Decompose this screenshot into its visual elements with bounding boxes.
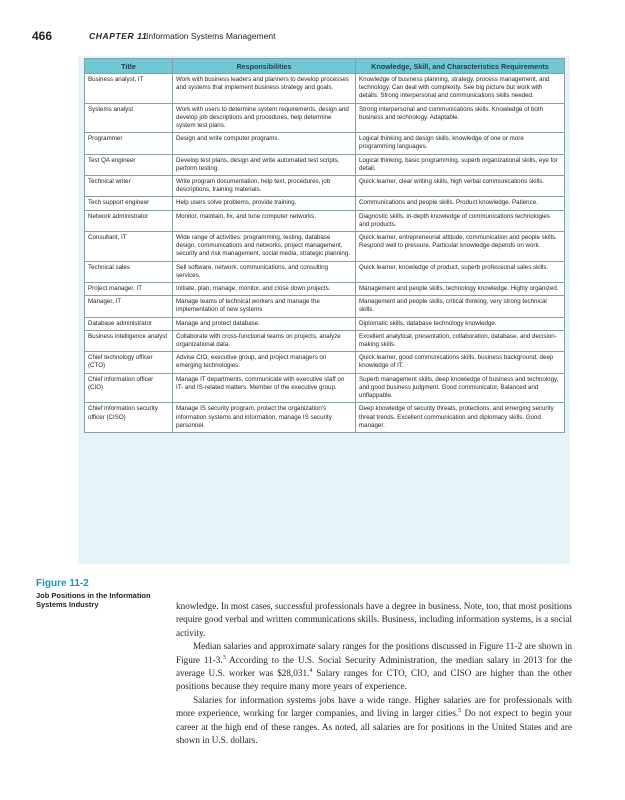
table-row <box>85 154 565 175</box>
table-row <box>85 373 565 403</box>
job-title-cell: Business intelligence analyst <box>85 330 173 351</box>
table-row <box>85 210 565 231</box>
paragraph-3-text-b: Do not expect to begin your career at the high end of these ranges. As noted, all salaries are for positions in the United States and are shown in U.S. dollars. <box>176 708 572 746</box>
footnote-ref-5[interactable]: 5 <box>458 708 462 715</box>
responsibilities-cell: Initiate, plan, manage, monitor, and close down projects. <box>173 283 356 296</box>
footnote-ref-3[interactable]: 3 <box>222 654 226 661</box>
paragraph-3 <box>176 694 572 748</box>
responsibilities-cell: Manage IS security program, protect the organization's information systems and information, manage IS security personnel. <box>173 403 356 433</box>
page-number: 466 <box>32 29 53 43</box>
requirements-cell: Knowledge of business planning, strategy, process management, and technology. Can deal with complexity. See big picture but work with details. Strong interpersonal and communications skills needed. <box>356 74 565 104</box>
requirements-cell: Strong interpersonal and communications skills. Knowledge of both business and technology. Adaptable. <box>356 103 565 133</box>
table-row <box>85 232 565 262</box>
responsibilities-cell: Manage teams of technical workers and manage the implementation of new systems <box>173 296 356 317</box>
job-title-cell: Systems analyst <box>85 103 173 133</box>
table-row <box>85 74 565 104</box>
chapter-title: Information Systems Management <box>146 31 276 41</box>
chapter-label: CHAPTER 11 <box>89 31 148 41</box>
paragraph-2 <box>176 640 572 694</box>
responsibilities-cell: Develop test plans, design and write automated test scripts, perform testing. <box>173 154 356 175</box>
responsibilities-cell: Advise CIO, executive group, and project managers on emerging technologies. <box>173 352 356 373</box>
footnote-ref-4[interactable]: 4 <box>309 667 313 674</box>
table-row <box>85 261 565 282</box>
table-row <box>85 330 565 351</box>
paragraph-2-text-a: Median salaries and approximate salary ranges for the positions discussed in Figure 11-2 are shown in Figure 11-3. <box>176 641 572 665</box>
paragraph-2-text-c: Salary ranges for CTO, CIO, and CISO are higher than the other positions because they require many more years of experience. <box>176 668 572 692</box>
column-header-responsibilities: Responsibilities <box>173 59 356 74</box>
requirements-cell: Logical thinking, basic programming, superb organizational skills, eye for detail. <box>356 154 565 175</box>
requirements-cell: Deep knowledge of security threats, protections, and emerging security threat trends. Excellent communication and diplomacy skills. Good manager. <box>356 403 565 433</box>
job-title-cell: Chief information security officer (CISO) <box>85 403 173 433</box>
job-title-cell: Database administrator <box>85 317 173 330</box>
responsibilities-cell: Manage and protect database. <box>173 317 356 330</box>
requirements-cell: Management and people skills, critical thinking, very strong technical skills. <box>356 296 565 317</box>
requirements-cell: Quick learner, good communications skills, business background, deep knowledge of IT. <box>356 352 565 373</box>
requirements-cell: Logical thinking and design skills, knowledge of one or more programming languages. <box>356 133 565 154</box>
table-row <box>85 403 565 433</box>
responsibilities-cell: Monitor, maintain, fix, and tune computer networks. <box>173 210 356 231</box>
responsibilities-cell: Help users solve problems, provide training. <box>173 197 356 210</box>
figure-caption <box>36 578 166 609</box>
table-header-row <box>85 59 565 74</box>
table-row <box>85 283 565 296</box>
column-header-requirements: Knowledge, Skill, and Characteristics Requirements <box>356 59 565 74</box>
requirements-cell: Diagnostic skills, in-depth knowledge of communications technologies and products. <box>356 210 565 231</box>
responsibilities-cell: Design and write computer programs. <box>173 133 356 154</box>
table-row <box>85 133 565 154</box>
table-body <box>85 74 565 433</box>
responsibilities-cell: Wide range of activities: programming, testing, database design, communications and networks, project management, security and risk management, social media, strategic planning. <box>173 232 356 262</box>
job-title-cell: Chief technology officer (CTO) <box>85 352 173 373</box>
job-title-cell: Programmer <box>85 133 173 154</box>
job-title-cell: Business analyst, IT <box>85 74 173 104</box>
job-positions-table <box>84 58 565 433</box>
table-row <box>85 103 565 133</box>
job-title-cell: Chief information officer (CIO) <box>85 373 173 403</box>
figure-description: Job Positions in the Information Systems Industry <box>36 591 151 609</box>
paragraph-2-text-b: According to the U.S. Social Security Administration, the median salary in 2013 for the average U.S. worker was $28,031. <box>176 654 572 679</box>
job-title-cell: Technical writer <box>85 176 173 197</box>
job-title-cell: Tech support engineer <box>85 197 173 210</box>
column-header-title: Title <box>85 59 173 74</box>
table-row <box>85 197 565 210</box>
table-row <box>85 176 565 197</box>
requirements-cell: Excellent analytical, presentation, collaboration, database, and decision-making skills. <box>356 330 565 351</box>
responsibilities-cell: Work with business leaders and planners to develop processes and systems that implement business strategy and goals. <box>173 74 356 104</box>
page-header <box>32 29 592 45</box>
job-title-cell: Test QA engineer <box>85 154 173 175</box>
table-row <box>85 317 565 330</box>
requirements-cell: Quick learner, clear writing skills, high verbal communications skills. <box>356 176 565 197</box>
table-row <box>85 352 565 373</box>
job-title-cell: Network administrator <box>85 210 173 231</box>
requirements-cell: Quick learner, knowledge of product, superb professional sales skills. <box>356 261 565 282</box>
responsibilities-cell: Write program documentation, help text, procedures, job descriptions, training materials. <box>173 176 356 197</box>
requirements-cell: Superb management skills, deep knowledge of business and technology, and good business judgment. Good communicator. Balanced and unflappable. <box>356 373 565 403</box>
job-title-cell: Project manager, IT <box>85 283 173 296</box>
job-title-cell: Consultant, IT <box>85 232 173 262</box>
requirements-cell: Communications and people skills. Product knowledge. Patience. <box>356 197 565 210</box>
requirements-cell: Quick learner, entrepreneurial attitude, communication and people skills. Respond well to pressure. Particular knowledge depends on work. <box>356 232 565 262</box>
responsibilities-cell: Work with users to determine system requirements, design and develop job descriptions and procedures, help determine system test plans. <box>173 103 356 133</box>
responsibilities-cell: Sell software, network, communications, and consulting services. <box>173 261 356 282</box>
paragraph-1: knowledge. In most cases, successful professionals have a degree in business. Note, too, that most positions require good verbal and written communications skills. Business, including information systems, is a social activity. <box>176 601 573 638</box>
requirements-cell: Diplomatic skills, database technology knowledge. <box>356 317 565 330</box>
figure-label: Figure 11-2 <box>36 578 89 589</box>
job-title-cell: Technical sales <box>85 261 173 282</box>
table-row <box>85 296 565 317</box>
job-title-cell: Manager, IT <box>85 296 173 317</box>
responsibilities-cell: Collaborate with cross-functional teams on projects, analyze organizational data. <box>173 330 356 351</box>
requirements-cell: Management and people skills, technology knowledge. Highly organized. <box>356 283 565 296</box>
responsibilities-cell: Manage IT departments, communicate with executive staff on IT- and IS-related matters. Member of the executive group. <box>173 373 356 403</box>
body-text <box>176 600 572 747</box>
paragraph-3-text-a: Salaries for information systems jobs have a wide range. Higher salaries are for professionals with more experience, working for larger companies, and living in larger cities. <box>176 694 572 719</box>
figure-table-panel <box>78 56 570 564</box>
